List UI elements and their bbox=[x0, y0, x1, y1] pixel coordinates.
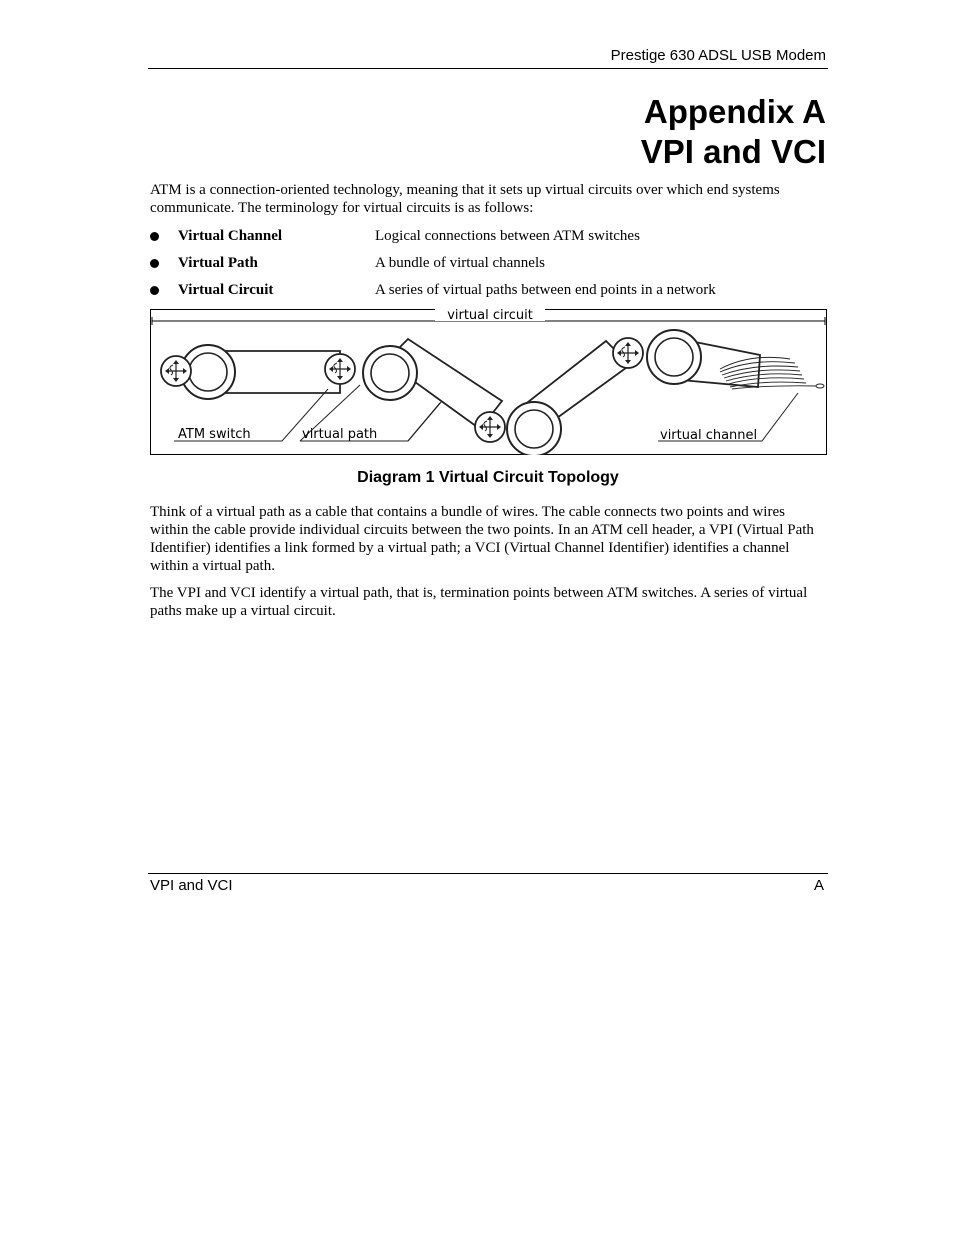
atm-switch-icon bbox=[613, 338, 643, 368]
body-paragraph: Think of a virtual path as a cable that contains a bundle of wires. The cable connects two points and wires within the cable provide individual circuits between the two points. In an ATM cell header, a VPI (Virtual Path Identifier) identifies a link formed by a virtual path; a VCI (Virtual Channel Identifier) identifies a channel within a virtual path. bbox=[150, 504, 814, 574]
term-list-item bbox=[150, 226, 830, 246]
tube-end-ring bbox=[363, 346, 417, 400]
term-name: Virtual Path bbox=[178, 255, 258, 271]
term-name: Virtual Circuit bbox=[178, 282, 274, 298]
term-list-item bbox=[150, 253, 830, 273]
tube-end-ring bbox=[507, 402, 561, 455]
intro-paragraph: ATM is a connection-oriented technology, meaning that it sets up virtual circuits over which end systems communicate. The terminology for virtual circuits is as follows: bbox=[150, 182, 780, 216]
bullet-icon bbox=[150, 232, 159, 241]
atm-switch-icon bbox=[325, 354, 355, 384]
diagram-caption: Diagram 1 Virtual Circuit Topology bbox=[357, 469, 619, 486]
footer-page-number: A bbox=[813, 877, 824, 894]
title-appendix: Appendix A bbox=[643, 93, 826, 130]
page-title bbox=[641, 92, 826, 172]
footer-section-title: VPI and VCI bbox=[150, 877, 233, 894]
tube-end-ring bbox=[647, 330, 701, 384]
term-definition: A series of virtual paths between end points in a network bbox=[375, 282, 716, 298]
label-virtual-circuit: virtual circuit bbox=[447, 309, 533, 323]
body-paragraph: The VPI and VCI identify a virtual path, that is, termination points between ATM switches. A series of virtual paths make up a virtual circuit. bbox=[150, 585, 808, 619]
atm-switch-icon bbox=[475, 412, 505, 442]
running-footer bbox=[148, 873, 828, 898]
virtual-circuit-diagram bbox=[150, 309, 827, 455]
header-product-name: Prestige 630 ADSL USB Modem bbox=[610, 47, 826, 64]
term-list-item bbox=[150, 280, 830, 300]
term-definition: A bundle of virtual channels bbox=[375, 255, 545, 271]
atm-switch-icon bbox=[161, 356, 191, 386]
bullet-icon bbox=[150, 286, 159, 295]
term-definition: Logical connections between ATM switches bbox=[375, 228, 640, 244]
title-topic: VPI and VCI bbox=[640, 133, 826, 170]
term-name: Virtual Channel bbox=[178, 228, 283, 244]
label-virtual-channel: virtual channel bbox=[660, 428, 758, 443]
bullet-icon bbox=[150, 259, 159, 268]
label-atm-switch: ATM switch bbox=[178, 427, 251, 442]
label-virtual-path: virtual path bbox=[302, 427, 378, 442]
running-header bbox=[148, 46, 828, 69]
